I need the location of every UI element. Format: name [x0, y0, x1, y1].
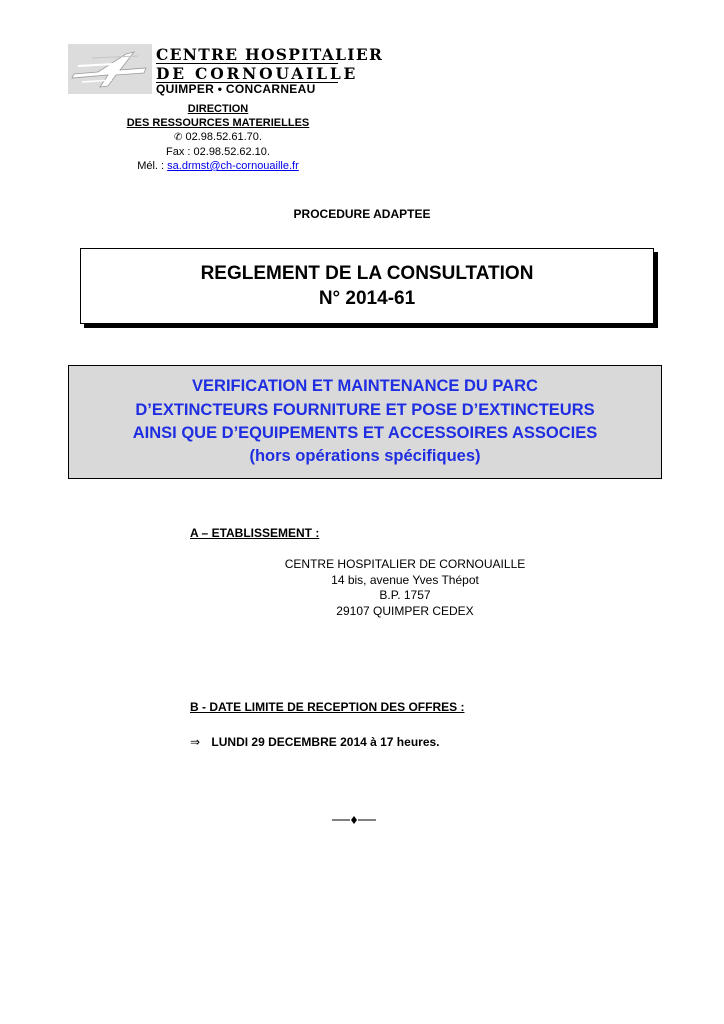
deadline-date: LUNDI 29 DECEMBRE 2014 à 17 heures. — [211, 735, 440, 749]
arrow-right-icon: ⇒ — [190, 735, 201, 749]
section-b-heading: B - DATE LIMITE DE RECEPTION DES OFFRES : — [190, 700, 465, 714]
logo-line-1: CENTRE HOSPITALIER — [156, 45, 384, 64]
email-line — [100, 159, 336, 173]
subject-line-3: AINSI QUE D’EQUIPEMENTS ET ACCESSOIRES ASSOCIES — [132, 424, 598, 442]
address-line: 14 bis, avenue Yves Thépot — [331, 572, 479, 587]
ornament-divider-icon — [330, 813, 378, 827]
address-line: CENTRE HOSPITALIER DE CORNOUAILLE — [284, 557, 526, 571]
establishment-address — [260, 557, 550, 619]
subject-line-2: D’EXTINCTEURS FOURNITURE ET POSE D’EXTINCTEURS — [135, 401, 595, 419]
fax-line: Fax : 02.98.52.62.10. — [166, 146, 270, 158]
email-label: Mél. : — [137, 160, 165, 172]
address-line: B.P. 1757 — [379, 588, 431, 602]
logo-line-3: QUIMPER • CONCARNEAU — [156, 82, 316, 96]
deadline-line — [190, 735, 440, 749]
reglement-title-box — [80, 248, 654, 324]
section-a-heading: A – ETABLISSEMENT : — [190, 526, 320, 540]
direction-subtitle: DES RESSOURCES MATERIELLES — [126, 117, 310, 129]
procedure-label: PROCEDURE ADAPTEE — [293, 207, 431, 221]
address-line: 29107 QUIMPER CEDEX — [336, 603, 474, 618]
reglement-title: REGLEMENT DE LA CONSULTATION — [200, 263, 534, 284]
direction-title: DIRECTION — [187, 103, 249, 115]
subject-line-1: VERIFICATION ET MAINTENANCE DU PARC — [192, 377, 538, 395]
phone-line — [100, 130, 336, 145]
email-link[interactable]: sa.drmst@ch-cornouaille.fr — [167, 160, 299, 172]
subject-line-4: (hors opérations spécifiques) — [249, 447, 481, 465]
phone-icon: ✆ — [174, 132, 183, 143]
hospital-logo — [68, 44, 384, 98]
phone-number: 02.98.52.61.70. — [185, 131, 262, 143]
logo-emblem-icon — [68, 44, 152, 94]
logo-line-2: DE CORNOUAILLE — [156, 64, 359, 83]
consultation-subject-box — [68, 365, 662, 479]
reglement-number: N° 2014-61 — [318, 288, 416, 309]
direction-contact-block — [100, 102, 336, 173]
